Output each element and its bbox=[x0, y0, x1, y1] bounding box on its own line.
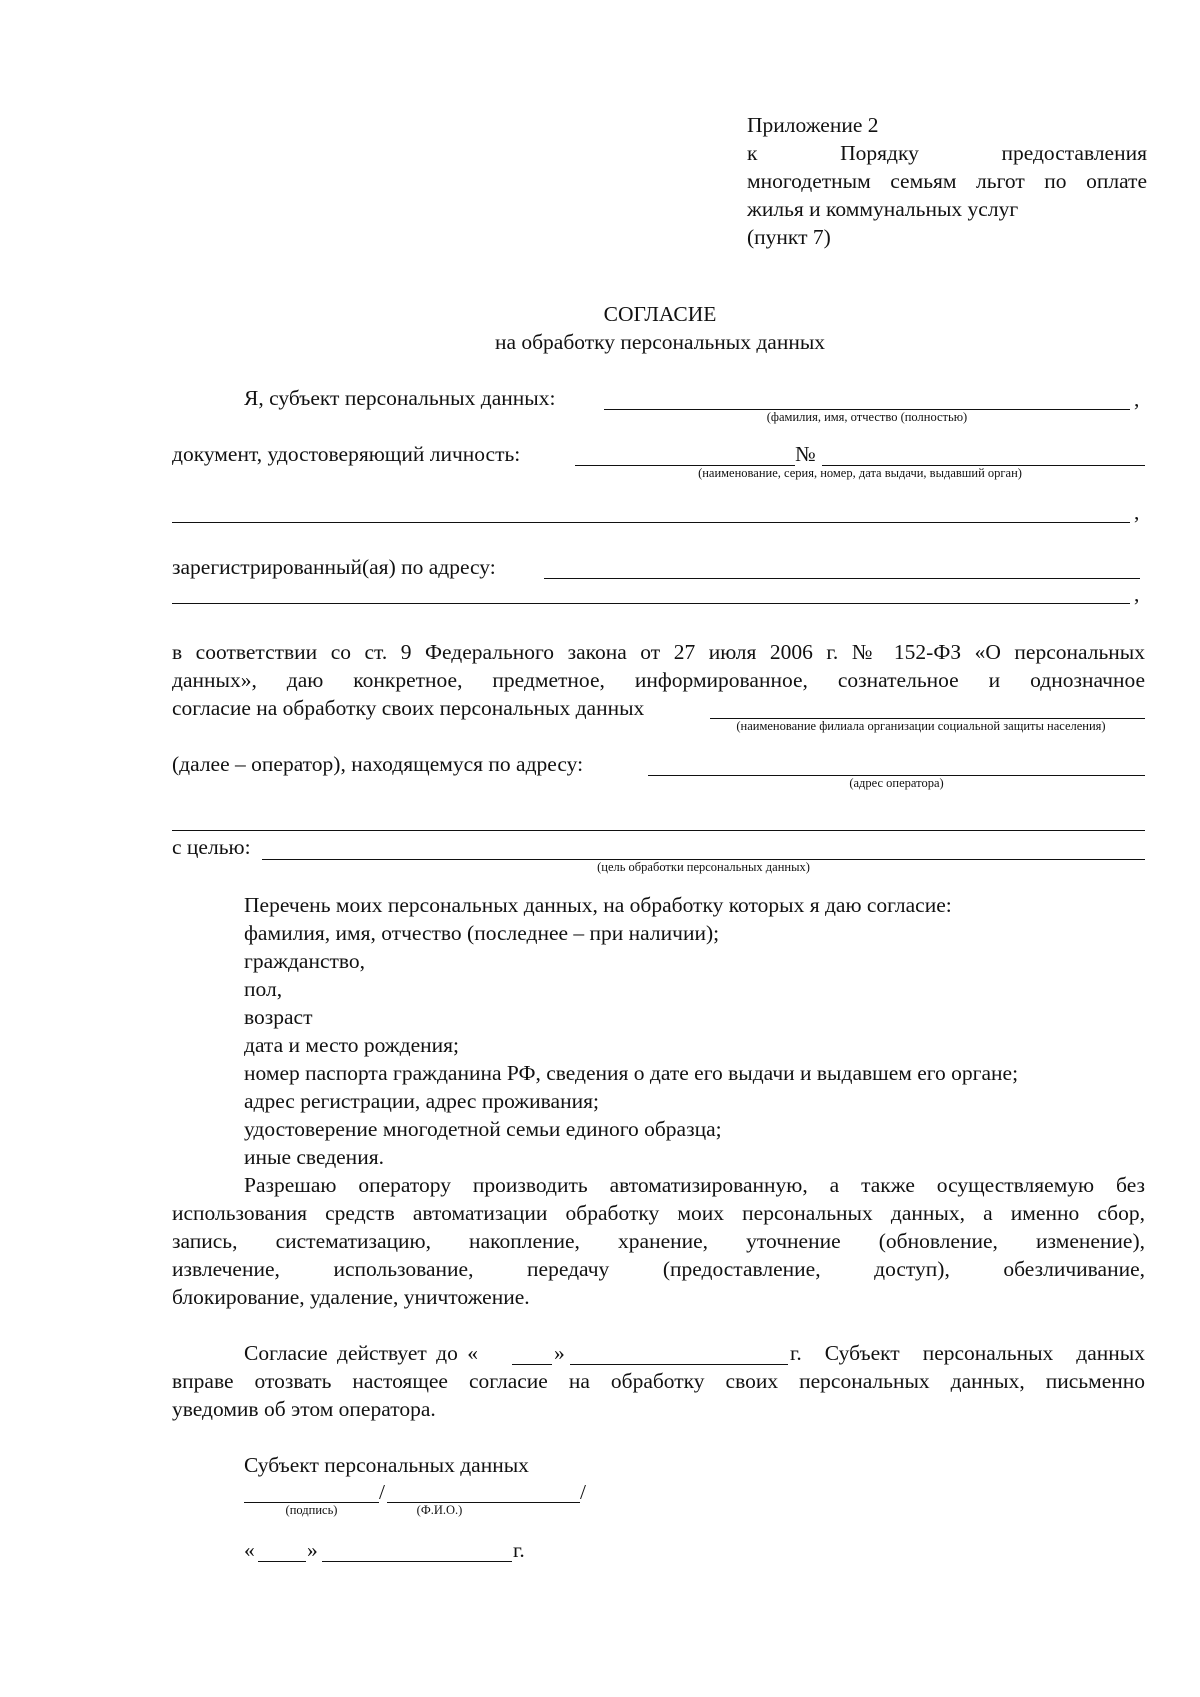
list-item: фамилия, имя, отчество (последнее – при наличии); bbox=[244, 921, 720, 945]
appendix-number: Приложение 2 bbox=[747, 113, 879, 137]
document-title: СОГЛАСИЕ bbox=[603, 302, 717, 326]
validity-month-year-field[interactable] bbox=[570, 1364, 788, 1365]
list-item: иные сведения. bbox=[244, 1145, 384, 1169]
fio-hint: (Ф.И.О.) bbox=[416, 1503, 463, 1517]
data-list-intro: Перечень моих персональных данных, на обработку которых я даю согласие: bbox=[244, 893, 952, 917]
address-comma: , bbox=[1134, 582, 1140, 606]
document-hint: (наименование, серия, номер, дата выдачи, выдавший орган) bbox=[698, 466, 1022, 480]
permission-line-3: запись, систематизацию, накопление, хранение, уточнение (обновление, изменение), bbox=[172, 1229, 1145, 1253]
signature-hint: (подпись) bbox=[285, 1503, 338, 1517]
appendix-utilities-ref: жилья и коммунальных услуг bbox=[747, 197, 1019, 221]
law-paragraph-line-3: согласие на обработку своих персональных данных bbox=[172, 696, 645, 720]
number-sign: № bbox=[795, 442, 816, 466]
validity-line-2: вправе отозвать настоящее согласие на обработку своих персональных данных, письменно bbox=[172, 1369, 1145, 1393]
document-subtitle: на обработку персональных данных bbox=[494, 330, 826, 354]
signature-slash: / bbox=[379, 1480, 385, 1504]
list-item: номер паспорта гражданина РФ, сведения о дате его выдачи и выдавшем его органе; bbox=[244, 1061, 1019, 1085]
list-item: адрес регистрации, адрес проживания; bbox=[244, 1089, 599, 1113]
signature-label: Субъект персональных данных bbox=[244, 1453, 529, 1477]
appendix-clause-ref: (пункт 7) bbox=[747, 225, 831, 249]
list-item: возраст bbox=[244, 1005, 313, 1029]
subject-label: Я, субъект персональных данных: bbox=[244, 386, 556, 410]
date-quote-open: « bbox=[244, 1538, 255, 1562]
permission-line-4: извлечение, использование, передачу (предоставление, доступ), обезличивание, bbox=[172, 1257, 1145, 1281]
purpose-hint: (цель обработки персональных данных) bbox=[597, 860, 810, 874]
operator-address-hint: (адрес оператора) bbox=[849, 776, 944, 790]
subject-name-hint: (фамилия, имя, отчество (полностью) bbox=[766, 410, 968, 424]
address-label: зарегистрированный(ая) по адресу: bbox=[172, 555, 496, 579]
list-item: гражданство, bbox=[244, 949, 366, 973]
date-day-field[interactable] bbox=[258, 1561, 306, 1562]
document-comma: , bbox=[1134, 500, 1140, 524]
fio-slash: / bbox=[580, 1480, 586, 1504]
permission-line-2: использования средств автоматизации обработку моих персональных данных, а именно сбор, bbox=[172, 1201, 1145, 1225]
list-item: пол, bbox=[244, 977, 283, 1001]
branch-name-hint: (наименование филиала организации социальной защиты населения) bbox=[736, 719, 1106, 733]
validity-quote-close: » bbox=[554, 1341, 565, 1365]
law-paragraph-line-2: данных», даю конкретное, предметное, информированное, сознательное и однозначное bbox=[172, 668, 1145, 692]
validity-text-end: г. Субъект персональных данных bbox=[790, 1341, 1145, 1365]
appendix-order-ref: к Порядку предоставления bbox=[747, 141, 1147, 165]
date-quote-close: » bbox=[307, 1538, 318, 1562]
document-details-field[interactable] bbox=[172, 522, 1130, 523]
date-suffix: г. bbox=[513, 1538, 525, 1562]
appendix-families-ref: многодетным семьям льгот по оплате bbox=[747, 169, 1147, 193]
document-label: документ, удостоверяющий личность: bbox=[172, 442, 521, 466]
validity-day-field[interactable] bbox=[512, 1364, 552, 1365]
purpose-label: с целью: bbox=[172, 835, 251, 859]
law-paragraph-line-1: в соответствии со ст. 9 Федерального закона от 27 июля 2006 г. № 152-ФЗ «О персональных bbox=[172, 640, 1145, 664]
list-item: дата и место рождения; bbox=[244, 1033, 460, 1057]
permission-line-1: Разрешаю оператору производить автоматизированную, а также осуществляемую без bbox=[244, 1173, 1145, 1197]
validity-text-start: Согласие действует до « bbox=[244, 1341, 478, 1365]
address-field-continued[interactable] bbox=[172, 603, 1130, 604]
address-field[interactable] bbox=[544, 578, 1140, 579]
date-month-year-field[interactable] bbox=[322, 1561, 512, 1562]
validity-line-3: уведомив об этом оператора. bbox=[172, 1397, 436, 1421]
subject-comma: , bbox=[1134, 387, 1140, 411]
operator-label: (далее – оператор), находящемуся по адресу: bbox=[172, 752, 584, 776]
list-item: удостоверение многодетной семьи единого образца; bbox=[244, 1117, 722, 1141]
permission-line-5: блокирование, удаление, уничтожение. bbox=[172, 1285, 530, 1309]
operator-address-field-continued[interactable] bbox=[172, 830, 1145, 831]
